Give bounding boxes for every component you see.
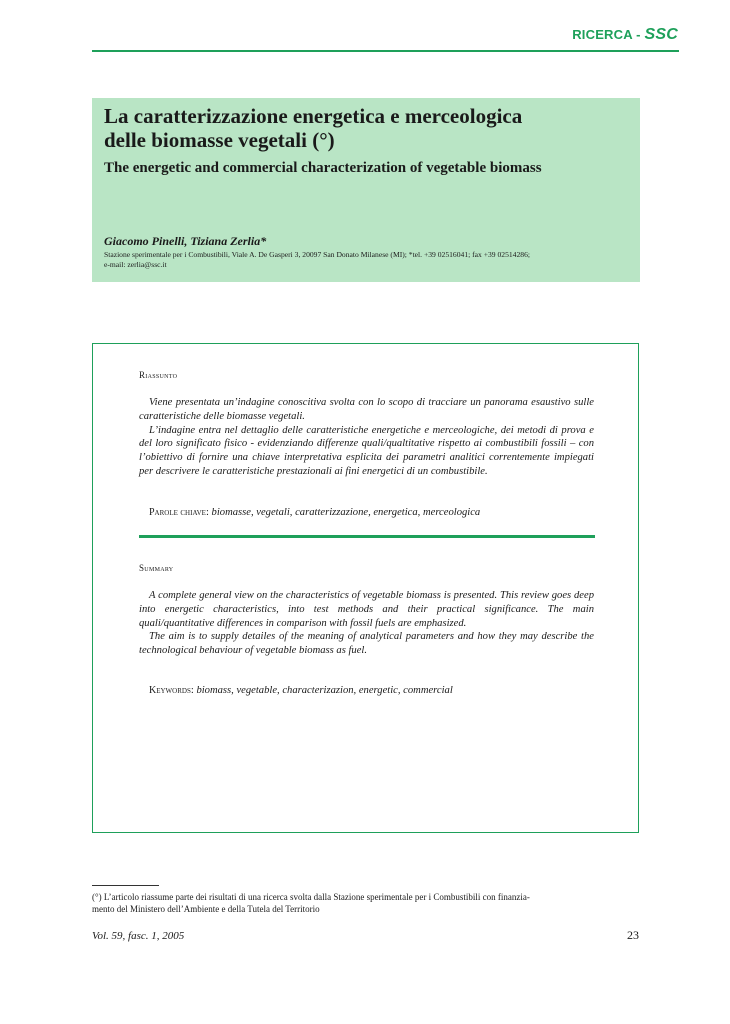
footnote-rule [92, 885, 159, 886]
summary-keywords: Keywords: biomass, vegetable, characterizazion, energetic, commercial [149, 685, 453, 696]
riassunto-keywords-value: biomasse, vegetali, caratterizzazione, energetica, merceologica [211, 507, 481, 518]
brand-prefix: RICERCA - [572, 27, 645, 42]
authors: Giacomo Pinelli, Tiziana Zerlia* [104, 234, 267, 248]
summary-keywords-value: biomass, vegetable, characterizazion, energetic, commercial [196, 685, 453, 696]
title-italian-line2: delle biomasse vegetali (°) [104, 128, 335, 152]
footnote-line2: mento del Ministero dell’Ambiente e della Tutela del Territorio [92, 904, 320, 914]
abstract-box [92, 343, 639, 833]
riassunto-paragraph-2: L’indagine entra nel dettaglio delle caratteristiche energetiche e merceologiche, dei metodi di prova e del loro significato fisico - evidenziando differenze quali/qualtitative rispetto ai combustibili fossili – con l’obiettivo di fornire una chiave interpretativa esplicita dei parametri analitici correntemente impiegati per descrivere le caratteristiche prestazionali ai fini energetici di un combustibile. [139, 424, 594, 477]
summary-paragraph-1: A complete general view on the characteristics of vegetable biomass is presented. This review goes deep into energetic characteristics, into test methods and their practical significance. The main quali/quantitative differences in comparison with fossil fuels are emphasized. [139, 590, 594, 629]
footnote-line1: (°) L’articolo riassume parte dei risultati di una ricerca svolta dalla Stazione sperimentale per i Combustibili con finanzia- [92, 892, 530, 902]
title-english: The energetic and commercial characterization of vegetable biomass [104, 160, 542, 176]
summary-keywords-label: Keywords [149, 685, 191, 696]
title-block [92, 98, 640, 282]
page-number: 23 [627, 928, 639, 942]
header-rule [92, 50, 679, 52]
riassunto-paragraph-1: Viene presentata un’indagine conoscitiva svolta con lo scopo di tracciare un panorama esaustivo sulle caratteristiche delle biomasse vegetali. [139, 397, 594, 422]
section-separator [139, 535, 595, 538]
brand-ssc: SSC [644, 26, 678, 43]
journal-volume: Vol. 59, fasc. 1, 2005 [92, 930, 185, 942]
riassunto-keywords: Parole chiave: biomasse, vegetali, caratterizzazione, energetica, merceologica [149, 507, 481, 518]
summary-body [139, 589, 594, 658]
summary-paragraph-2: The aim is to supply detailes of the meaning of analytical parameters and how they may describe the technological behaviour of vegetable biomass as fuel. [139, 631, 594, 657]
riassunto-body [139, 396, 594, 479]
affiliation [104, 250, 634, 270]
journal-brand [572, 26, 678, 44]
footnote [92, 891, 632, 915]
summary-heading: Summary [139, 563, 174, 573]
riassunto-keywords-label: Parole chiave [149, 507, 206, 518]
title-italian [104, 104, 522, 152]
affiliation-line1: Stazione sperimentale per i Combustibili, Viale A. De Gasperi 3, 20097 San Donato Milanese (MI); *tel. +39 02516041; fax +39 02514286; [104, 250, 530, 259]
affiliation-line2: e-mail: zerlia@ssc.it [104, 260, 167, 269]
riassunto-heading: Riassunto [139, 370, 178, 380]
title-italian-line1: La caratterizzazione energetica e merceologica [104, 104, 523, 128]
